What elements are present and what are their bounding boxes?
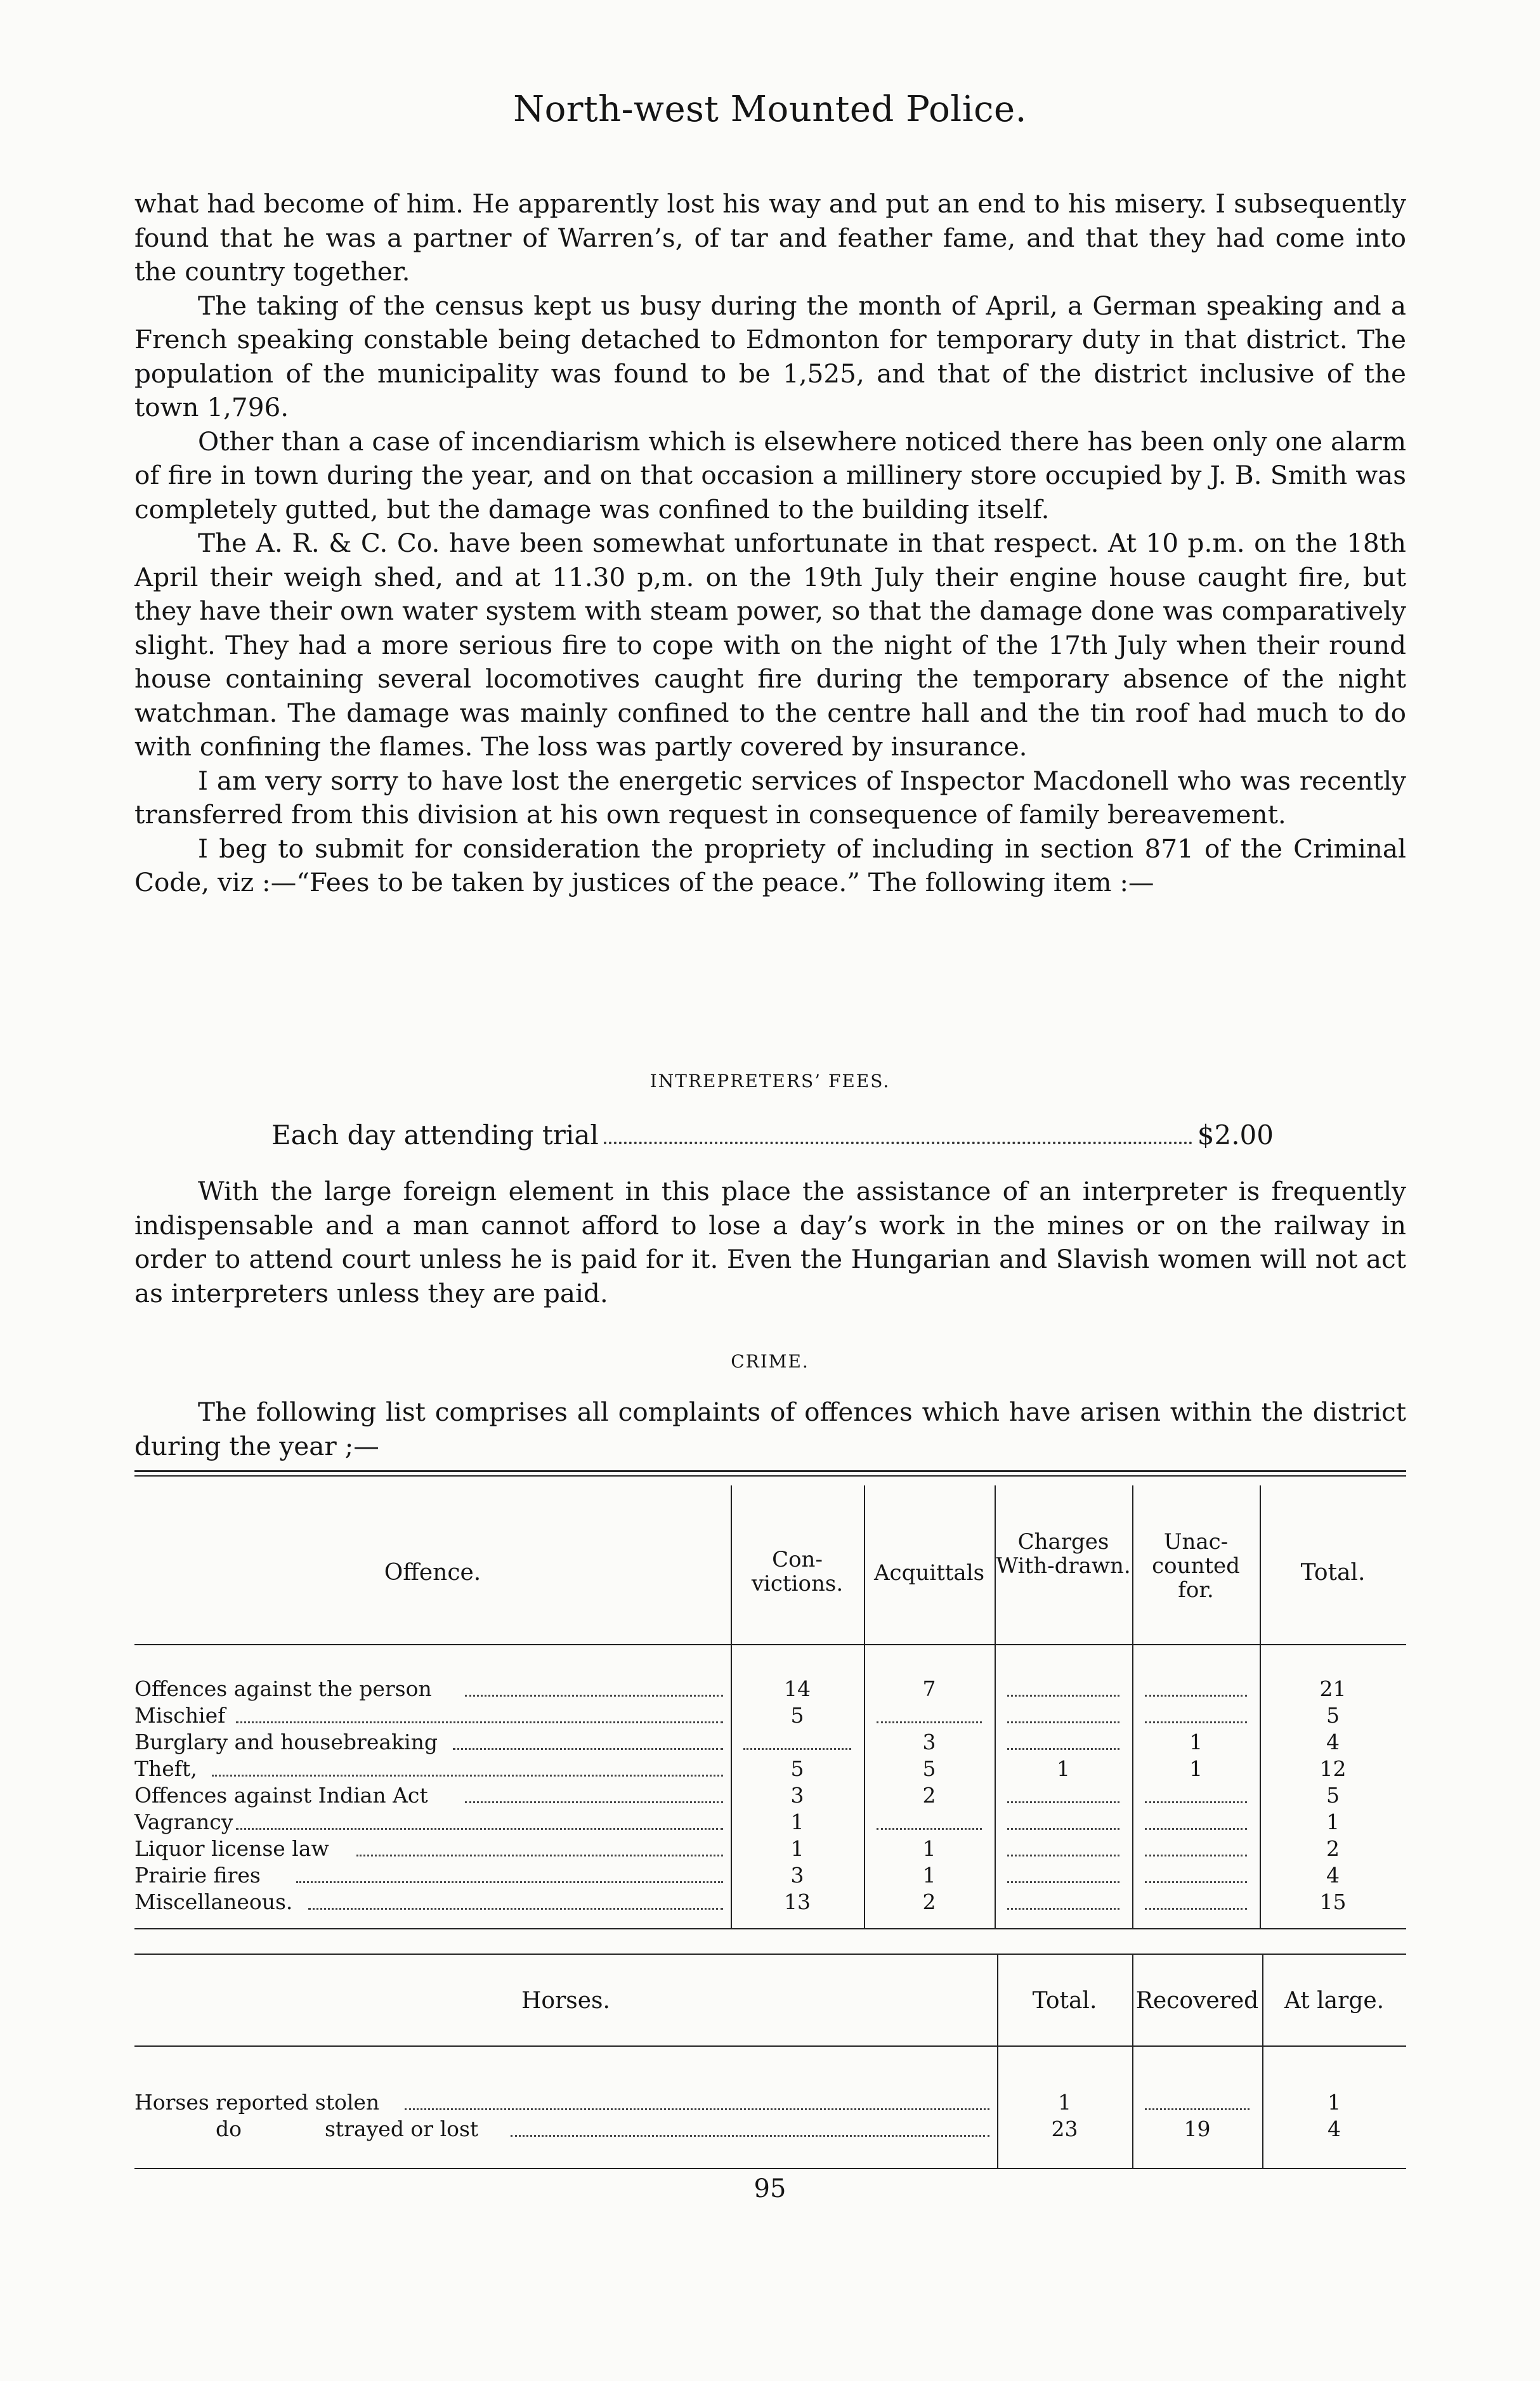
dot-leader — [1145, 1828, 1247, 1830]
dot-leader — [1145, 1801, 1247, 1803]
offence-label: Vagrancy — [134, 1810, 233, 1834]
column-divider — [864, 1485, 865, 1928]
offence-label: Burglary and housebreaking — [134, 1730, 438, 1754]
paragraph: The taking of the census kept us busy during the month of April, a German speaking and a French speaking constable being detached to Edmonton for temporary duty in that district. The population of the municipality was found to be 1,525, and that of the district inclusive of the town 1,796. — [134, 290, 1406, 422]
dot-leader — [236, 1828, 723, 1830]
dot-leader — [743, 1748, 851, 1750]
cell-recovered: 19 — [1184, 2117, 1211, 2141]
dot-leader — [1145, 1695, 1247, 1697]
dot-leader — [1007, 1721, 1119, 1723]
dot-leader — [296, 1881, 723, 1883]
fee-item — [271, 1119, 1274, 1151]
horse-label: do — [216, 2117, 242, 2141]
paragraph: what had become of him. He apparently lost his way and put an end to his misery. I subsequently found that he was a partner of Warren’s, of tar and feather fame, and that they had come into the country together. — [134, 188, 1406, 287]
col-total: Total. — [1300, 1560, 1366, 1586]
dot-leader — [1007, 1855, 1119, 1856]
paragraph: I am very sorry to have lost the energetic services of Inspector Macdonell who was recently transferred from this division at his own request in consequence of family bereavement. — [134, 765, 1406, 830]
col-convictions: Con-victions. — [751, 1547, 844, 1596]
paragraph: Other than a case of incendiarism which is elsewhere noticed there has been only one alarm of fire in town during the year, and on that occasion a millinery store occupied by J. B. Smith was completely gutted, but the damage was confined to the building itself. — [134, 426, 1406, 525]
paragraph: With the large foreign element in this place the assistance of an interpreter is frequently indispensable and a man cannot afford to lose a day’s work in the mines or on the railway in order to attend court unless he is paid for it. Even the Hungarian and Slavish women will not act as interpreters unless they are paid. — [134, 1176, 1406, 1308]
cell-acquittals: 5 — [922, 1756, 936, 1781]
dot-leader — [877, 1721, 982, 1723]
offence-label: Theft, — [134, 1756, 197, 1781]
dot-leader — [1145, 1908, 1247, 1910]
horse-label: Horses reported stolen — [134, 2090, 380, 2115]
cell-acquittals: 1 — [922, 1863, 936, 1888]
cell-total: 5 — [1326, 1703, 1340, 1728]
dot-leader — [465, 1695, 723, 1697]
dot-leader — [1145, 1721, 1247, 1723]
fees-text — [134, 1175, 1406, 1310]
crime-intro — [134, 1395, 1406, 1463]
dot-leader — [877, 1828, 982, 1830]
dot-leader — [1007, 1801, 1119, 1803]
dot-leader — [1145, 1881, 1247, 1883]
table-rule — [134, 1475, 1406, 1477]
dot-leader — [212, 1775, 723, 1777]
cell-at_large: 1 — [1328, 2090, 1341, 2115]
fees-heading: INTREPRETERS’ FEES. — [649, 1071, 891, 1092]
offence-label: Miscellaneous. — [134, 1889, 293, 1914]
body-text — [134, 187, 1406, 900]
paragraph: The following list comprises all complaints of offences which have arisen within the district during the year ;— — [134, 1397, 1406, 1461]
dot-leader — [1007, 1908, 1119, 1910]
horse-label-detail: strayed or lost — [325, 2117, 479, 2141]
cell-unaccounted: 1 — [1189, 1756, 1203, 1781]
paragraph: The A. R. & C. Co. have been somewhat unfortunate in that respect. At 10 p.m. on the 18th April their weigh shed, and at 11.30 p,m. on the 19th July their engine house caught fire, but they have their own water system with steam power, so that the damage done was comparatively slight. They had a more serious fire to cope with on the night of the 17th July when their round house containing several locomotives caught fire during the temporary absence of the night watchman. The damage was mainly confined to the centre hall and the tin roof had much to do with confining the flames. The loss was partly covered by insurance. — [134, 528, 1406, 762]
crime-heading: CRIME. — [731, 1351, 809, 1372]
dot-leader — [308, 1908, 723, 1910]
cell-acquittals: 2 — [922, 1783, 936, 1808]
paragraph: I beg to submit for consideration the propriety of including in section 871 of the Criminal Code, viz :—“Fees to be taken by justices of the peace.” The following item :— — [134, 833, 1406, 897]
cell-convictions: 13 — [784, 1889, 811, 1914]
col-horses-total: Total. — [1032, 1988, 1097, 2014]
page-title: North-west Mounted Police. — [513, 89, 1027, 130]
table-rule — [134, 1470, 1406, 1472]
cell-convictions: 1 — [790, 1836, 804, 1861]
cell-total: 21 — [1319, 1676, 1347, 1701]
cell-total: 4 — [1326, 1863, 1340, 1888]
col-withdrawn: Charges With-drawn. — [996, 1529, 1131, 1579]
cell-total: 5 — [1326, 1783, 1340, 1808]
cell-convictions: 5 — [790, 1703, 804, 1728]
dot-leader — [1007, 1881, 1119, 1883]
cell-acquittals: 2 — [922, 1889, 936, 1914]
cell-total: 4 — [1326, 1730, 1340, 1754]
cell-total: 12 — [1319, 1756, 1347, 1781]
offence-label: Liquor license law — [134, 1836, 329, 1861]
dot-leader — [236, 1721, 723, 1723]
cell-convictions: 1 — [790, 1810, 804, 1834]
offence-label: Mischief — [134, 1703, 226, 1728]
dot-leader — [356, 1855, 723, 1856]
cell-at_large: 4 — [1328, 2117, 1341, 2141]
cell-acquittals: 1 — [922, 1836, 936, 1861]
dot-leader — [1145, 1855, 1247, 1856]
dot-leader — [1007, 1695, 1119, 1697]
col-horses: Horses. — [521, 1988, 610, 2014]
cell-convictions: 3 — [790, 1863, 804, 1888]
dot-leader — [453, 1748, 723, 1750]
offence-label: Offences against the person — [134, 1676, 432, 1701]
dot-leader — [405, 2108, 989, 2110]
fee-item-label: Each day attending trial — [271, 1119, 599, 1151]
page-number: 95 — [754, 2174, 786, 2203]
col-acquittals: Acquittals — [873, 1560, 985, 1586]
col-offence: Offence. — [384, 1560, 481, 1586]
dot-leader — [511, 2135, 989, 2137]
cell-total: 15 — [1319, 1889, 1347, 1914]
table-rule — [134, 1928, 1406, 1929]
dot-leader — [465, 1801, 723, 1803]
offence-label: Offences against Indian Act — [134, 1783, 428, 1808]
cell-total: 2 — [1326, 1836, 1340, 1861]
table-rule — [134, 2168, 1406, 2169]
col-unaccounted: Unac-counted for. — [1152, 1529, 1240, 1603]
cell-convictions: 3 — [790, 1783, 804, 1808]
cell-total: 1 — [1058, 2090, 1071, 2115]
table-rule — [134, 2045, 1406, 2047]
cell-withdrawn: 1 — [1057, 1756, 1070, 1781]
cell-total: 1 — [1326, 1810, 1340, 1834]
cell-unaccounted: 1 — [1189, 1730, 1203, 1754]
dot-leader — [604, 1142, 1192, 1144]
cell-acquittals: 7 — [922, 1676, 936, 1701]
dot-leader — [1145, 2108, 1250, 2110]
offence-label: Prairie fires — [134, 1863, 261, 1888]
table-rule — [134, 1644, 1406, 1645]
col-at-large: At large. — [1284, 1988, 1385, 2014]
fee-item-amount: $2.00 — [1197, 1119, 1274, 1151]
cell-convictions: 14 — [784, 1676, 811, 1701]
table-rule — [134, 1954, 1406, 1955]
col-recovered: Recovered — [1135, 1988, 1259, 2014]
dot-leader — [1007, 1748, 1119, 1750]
cell-acquittals: 3 — [922, 1730, 936, 1754]
dot-leader — [1007, 1828, 1119, 1830]
cell-convictions: 5 — [790, 1756, 804, 1781]
cell-total: 23 — [1051, 2117, 1078, 2141]
